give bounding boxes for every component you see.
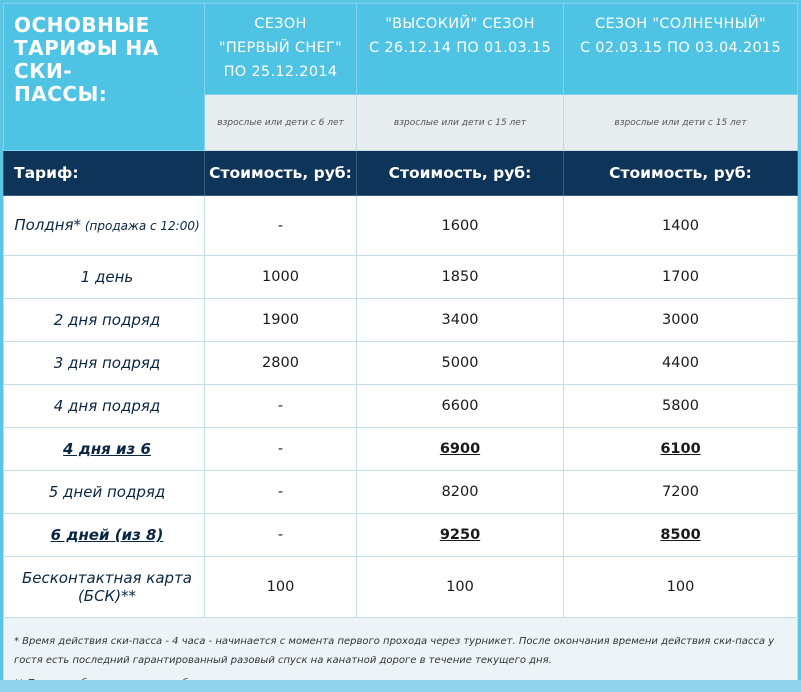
price-high-season: 3400	[357, 299, 564, 342]
table-row	[4, 342, 798, 385]
tariff-name: 5 дней подряд	[4, 471, 205, 514]
price-sunny-season: 4400	[564, 342, 798, 385]
price-sunny-season: 7200	[564, 471, 798, 514]
tariff-name: 4 дня подряд	[4, 385, 205, 428]
audience-note: взрослые или дети с 6 лет	[205, 95, 357, 151]
table-row	[4, 256, 798, 299]
table-row	[4, 299, 798, 342]
season-title-line: СЕЗОН "СОЛНЕЧНЫЙ"	[595, 16, 766, 32]
price-high-season: 100	[357, 557, 564, 618]
price-sunny-season: 8500	[564, 514, 798, 557]
price-high-season: 6600	[357, 385, 564, 428]
price-first-snow: -	[205, 196, 357, 256]
price-high-season: 6900	[357, 428, 564, 471]
footnote-skipass-duration: * Время действия ски-пасса - 4 часа - начинается с момента первого прохода через турникет. После окончания времени действия ски-пасса у гостя есть последний гарантированный разовый спуск на канатной дороге в течение текущего дня.	[14, 636, 775, 666]
price-high-season: 1850	[357, 256, 564, 299]
season-sunny-header	[564, 4, 798, 95]
season-dates: ПО 25.12.2014	[223, 64, 338, 80]
table-row	[4, 385, 798, 428]
audience-note: взрослые или дети с 15 лет	[564, 95, 798, 151]
season-high-header	[357, 4, 564, 95]
price-sunny-season: 1700	[564, 256, 798, 299]
price-first-snow: -	[205, 428, 357, 471]
price-high-season: 8200	[357, 471, 564, 514]
tariff-name: 2 дня подряд	[4, 299, 205, 342]
tariff-name	[4, 196, 205, 256]
table-row	[4, 471, 798, 514]
price-first-snow: 1900	[205, 299, 357, 342]
price-first-snow: 2800	[205, 342, 357, 385]
audience-note: взрослые или дети с 15 лет	[357, 95, 564, 151]
table-row-highlighted	[4, 428, 798, 471]
price-column-header: Стоимость, руб:	[357, 151, 564, 196]
price-high-season: 1600	[357, 196, 564, 256]
season-first-snow-header	[205, 4, 357, 95]
table-title	[4, 4, 205, 151]
season-dates: С 02.03.15 ПО 03.04.2015	[579, 40, 782, 56]
tariff-name: 3 дня подряд	[4, 342, 205, 385]
tariff-name-note: (продажа с 12:00)	[81, 219, 200, 233]
season-title-line: "ВЫСОКИЙ" СЕЗОН	[385, 16, 535, 32]
price-sunny-season: 1400	[564, 196, 798, 256]
table-row-highlighted	[4, 514, 798, 557]
price-column-header: Стоимость, руб:	[564, 151, 798, 196]
table-title-line: ОСНОВНЫЕ	[14, 13, 150, 37]
tariff-name-text: Полдня*	[14, 216, 82, 234]
price-first-snow: -	[205, 385, 357, 428]
tariff-name: 4 дня из 6	[4, 428, 205, 471]
season-title-line: "ПЕРВЫЙ СНЕГ"	[218, 40, 343, 56]
table-title-line: ПАССЫ:	[14, 82, 108, 106]
ski-pass-tariff-table	[3, 3, 798, 692]
price-sunny-season: 5800	[564, 385, 798, 428]
season-row	[4, 4, 798, 95]
price-first-snow: 1000	[205, 256, 357, 299]
bottom-decorative-band	[0, 680, 801, 692]
table-title-line: ТАРИФЫ НА СКИ-	[14, 36, 159, 83]
price-sunny-season: 3000	[564, 299, 798, 342]
tariff-name: 1 день	[4, 256, 205, 299]
tariff-name: Бесконтактная карта (БСК)**	[4, 557, 205, 618]
table-row	[4, 196, 798, 256]
price-sunny-season: 100	[564, 557, 798, 618]
price-first-snow: -	[205, 514, 357, 557]
table-row	[4, 557, 798, 618]
price-column-header: Стоимость, руб:	[205, 151, 357, 196]
season-title-line: СЕЗОН	[254, 16, 307, 32]
price-high-season: 5000	[357, 342, 564, 385]
season-dates: С 26.12.14 ПО 01.03.15	[368, 40, 551, 56]
price-high-season: 9250	[357, 514, 564, 557]
price-first-snow: -	[205, 471, 357, 514]
column-header-row	[4, 151, 798, 196]
tariff-name: 6 дней (из 8)	[4, 514, 205, 557]
price-first-snow: 100	[205, 557, 357, 618]
price-sunny-season: 6100	[564, 428, 798, 471]
tariff-column-header: Тариф:	[4, 151, 205, 196]
